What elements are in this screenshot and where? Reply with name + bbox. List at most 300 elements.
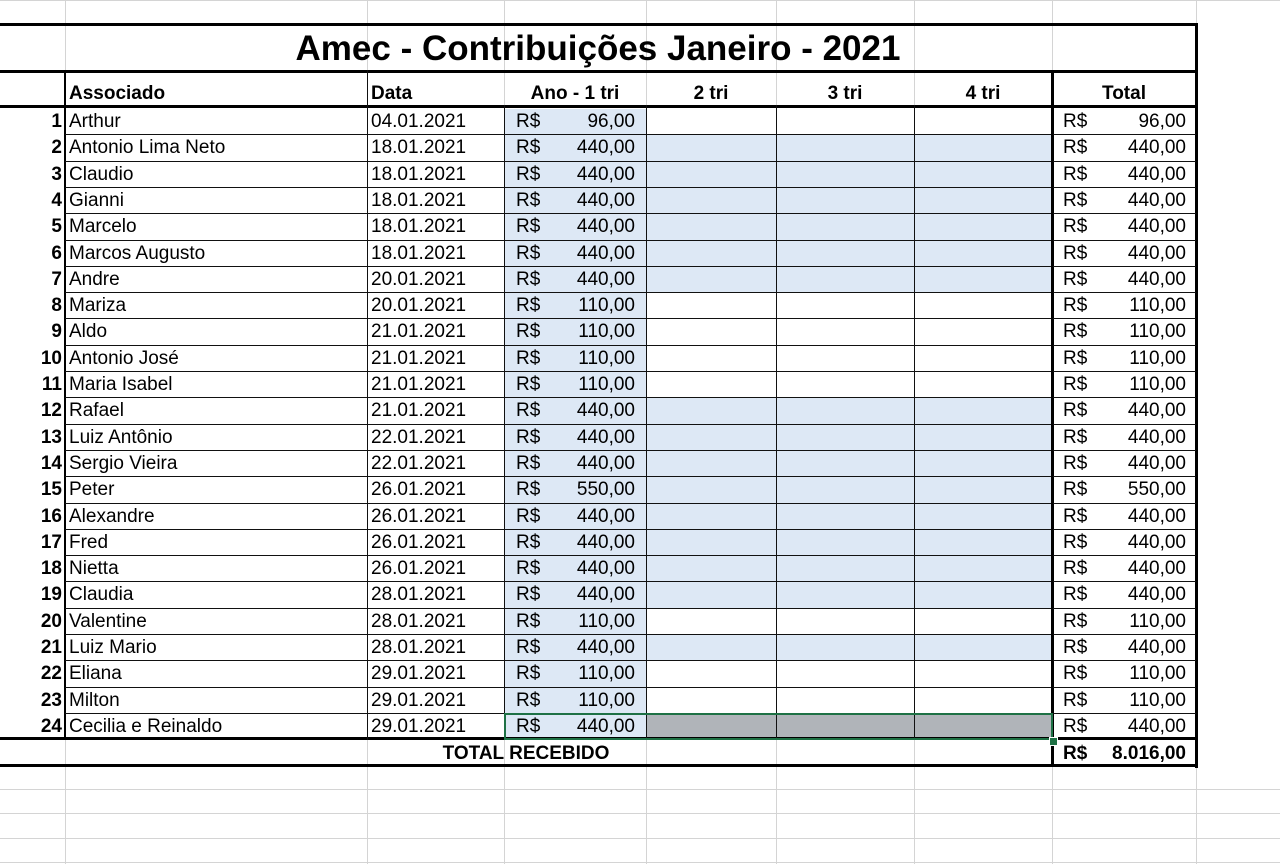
data-cell[interactable]: 21.01.2021 (371, 321, 467, 342)
tri2-cell[interactable] (648, 346, 775, 372)
row-number: 18 (40, 558, 62, 579)
cell-border (65, 292, 1051, 293)
associado-cell[interactable]: Maria Isabel (69, 374, 173, 395)
cell-border (65, 187, 1051, 188)
total-value[interactable]: 110,00 (1129, 348, 1186, 369)
tri3-cell[interactable] (778, 504, 913, 530)
cell-border (65, 371, 1051, 372)
total-currency: R$ (1063, 348, 1088, 369)
table-row (0, 135, 1200, 161)
cell-border (1053, 161, 1196, 162)
tri1-value[interactable]: 110,00 (578, 611, 635, 632)
header-data: Data (371, 83, 413, 104)
total-value[interactable]: 110,00 (1129, 295, 1186, 316)
tri2-cell[interactable] (648, 477, 775, 503)
tri1-value[interactable]: 440,00 (576, 637, 635, 658)
tri2-cell[interactable] (648, 688, 775, 714)
table-row (0, 372, 1200, 398)
tri1-value[interactable]: 440,00 (576, 532, 635, 553)
total-currency: R$ (1063, 637, 1088, 658)
tri4-cell[interactable] (916, 582, 1051, 608)
tri1-value[interactable]: 110,00 (578, 690, 635, 711)
total-value[interactable]: 440,00 (1127, 243, 1186, 264)
tri4-cell[interactable] (916, 241, 1051, 267)
tri4-cell[interactable] (916, 162, 1051, 188)
tri1-currency: R$ (516, 690, 541, 711)
cell-border (65, 476, 1051, 477)
total-currency: R$ (1063, 453, 1088, 474)
tri3-cell[interactable] (778, 135, 913, 161)
table-row (0, 293, 1200, 319)
tri1-currency: R$ (516, 611, 541, 632)
total-currency: R$ (1063, 137, 1088, 158)
tri2-cell[interactable] (648, 319, 775, 345)
cell-border (65, 581, 1051, 582)
tri4-cell[interactable] (916, 346, 1051, 372)
tri4-cell[interactable] (916, 425, 1051, 451)
tri4-cell[interactable] (916, 398, 1051, 424)
header-tri3: 3 tri (827, 83, 863, 104)
total-currency: R$ (1063, 584, 1088, 605)
total-value[interactable]: 440,00 (1127, 137, 1186, 158)
associado-cell[interactable]: Luiz Antônio (69, 427, 173, 448)
tri4-cell[interactable] (916, 661, 1051, 687)
tri3-cell[interactable] (778, 346, 913, 372)
cell-border (65, 529, 1051, 530)
data-cell[interactable]: 18.01.2021 (371, 243, 467, 264)
tri3-cell[interactable] (778, 109, 913, 135)
associado-cell[interactable]: Sergio Vieira (69, 453, 178, 474)
data-cell[interactable]: 18.01.2021 (371, 190, 467, 211)
cell-border (65, 161, 1051, 162)
tri2-cell[interactable] (648, 530, 775, 556)
cell-border (1053, 687, 1196, 688)
tri1-currency: R$ (516, 137, 541, 158)
total-currency: R$ (1063, 374, 1088, 395)
tri3-cell[interactable] (778, 267, 913, 293)
cell-border (64, 70, 66, 740)
tri2-cell[interactable] (648, 214, 775, 240)
row-number: 7 (51, 269, 62, 290)
cell-border (0, 764, 1198, 767)
tri1-value[interactable]: 440,00 (576, 269, 635, 290)
tri1-value[interactable]: 440,00 (576, 506, 635, 527)
table-row (0, 188, 1200, 214)
table-row (0, 556, 1200, 582)
row-number: 12 (40, 400, 62, 421)
tri1-value[interactable]: 440,00 (576, 190, 635, 211)
row-number: 23 (40, 690, 62, 711)
data-cell[interactable]: 26.01.2021 (371, 479, 467, 500)
associado-cell[interactable]: Gianni (69, 190, 124, 211)
tri1-value[interactable]: 110,00 (578, 348, 635, 369)
cell-border (65, 450, 1051, 451)
cell-border (1053, 424, 1196, 425)
tri4-cell[interactable] (916, 556, 1051, 582)
total-value[interactable]: 440,00 (1127, 164, 1186, 185)
tri2-cell[interactable] (648, 135, 775, 161)
data-cell[interactable]: 18.01.2021 (371, 164, 467, 185)
tri4-cell[interactable] (916, 609, 1051, 635)
data-cell[interactable]: 22.01.2021 (371, 427, 467, 448)
row-number: 17 (40, 532, 62, 553)
cell-border (0, 70, 1198, 73)
tri4-cell[interactable] (916, 135, 1051, 161)
tri4-cell[interactable] (916, 451, 1051, 477)
data-cell[interactable]: 04.01.2021 (371, 111, 467, 132)
tri3-cell[interactable] (778, 688, 913, 714)
fill-handle[interactable] (1049, 737, 1058, 746)
tri1-value[interactable]: 440,00 (576, 137, 635, 158)
tri2-cell[interactable] (648, 582, 775, 608)
cell-border (65, 660, 1051, 661)
tri1-currency: R$ (516, 111, 541, 132)
associado-cell[interactable]: Claudia (69, 584, 134, 605)
tri3-cell[interactable] (778, 398, 913, 424)
tri3-cell[interactable] (778, 241, 913, 267)
cell-border (1053, 608, 1196, 609)
total-currency: R$ (1063, 295, 1088, 316)
tri2-cell[interactable] (648, 609, 775, 635)
data-cell[interactable]: 29.01.2021 (371, 716, 467, 737)
total-currency: R$ (1063, 243, 1088, 264)
tri2-cell[interactable] (648, 556, 775, 582)
table-row (0, 425, 1200, 451)
table-row (0, 661, 1200, 687)
cell-border (1053, 503, 1196, 504)
total-currency: R$ (1063, 558, 1088, 579)
data-cell[interactable]: 20.01.2021 (371, 295, 467, 316)
table-row (0, 688, 1200, 714)
data-cell[interactable]: 21.01.2021 (371, 374, 467, 395)
total-value[interactable]: 440,00 (1127, 637, 1186, 658)
tri2-cell[interactable] (648, 241, 775, 267)
row-number: 9 (51, 321, 62, 342)
tri1-currency: R$ (516, 453, 541, 474)
row-number: 22 (40, 663, 62, 684)
tri2-cell[interactable] (648, 661, 775, 687)
tri3-cell[interactable] (778, 425, 913, 451)
cell-border (65, 240, 1051, 241)
table-row (0, 241, 1200, 267)
table-row (0, 530, 1200, 556)
tri1-value[interactable]: 110,00 (578, 321, 635, 342)
tri1-currency: R$ (516, 427, 541, 448)
tri1-value[interactable]: 110,00 (578, 295, 635, 316)
tri3-cell[interactable] (778, 556, 913, 582)
tri4-cell[interactable] (916, 214, 1051, 240)
total-currency: R$ (1063, 269, 1088, 290)
tri3-cell[interactable] (778, 319, 913, 345)
total-value[interactable]: 440,00 (1127, 216, 1186, 237)
tri4-cell[interactable] (916, 477, 1051, 503)
table-row (0, 609, 1200, 635)
tri3-cell[interactable] (778, 372, 913, 398)
tri1-currency: R$ (516, 243, 541, 264)
total-currency: R$ (1063, 532, 1088, 553)
header-associado: Associado (69, 83, 166, 104)
cell-border (914, 105, 915, 740)
tri3-cell[interactable] (778, 530, 913, 556)
associado-cell[interactable]: Andre (69, 269, 120, 290)
tri2-cell[interactable] (648, 425, 775, 451)
tri1-value[interactable]: 440,00 (576, 164, 635, 185)
associado-cell[interactable]: Peter (69, 479, 115, 500)
associado-cell[interactable]: Cecilia e Reinaldo (69, 716, 223, 737)
total-currency: R$ (1063, 716, 1088, 737)
tri1-currency: R$ (516, 190, 541, 211)
table-row (0, 635, 1200, 661)
total-value[interactable]: 110,00 (1129, 321, 1186, 342)
tri3-cell[interactable] (778, 293, 913, 319)
tri1-value[interactable]: 440,00 (576, 427, 635, 448)
data-cell[interactable]: 21.01.2021 (371, 348, 467, 369)
cell-border (65, 213, 1051, 214)
total-value[interactable]: 110,00 (1129, 611, 1186, 632)
data-cell[interactable]: 18.01.2021 (371, 216, 467, 237)
total-value[interactable]: 96,00 (1138, 111, 1186, 132)
cell-border (1053, 345, 1196, 346)
tri3-cell[interactable] (778, 477, 913, 503)
tri1-value[interactable]: 440,00 (576, 216, 635, 237)
cell-border (1053, 450, 1196, 451)
cell-border (1053, 266, 1196, 267)
total-currency: R$ (1063, 611, 1088, 632)
tri2-cell[interactable] (648, 188, 775, 214)
tri1-currency: R$ (516, 479, 541, 500)
table-row (0, 319, 1200, 345)
total-recebido-value[interactable]: 8.016,00 (1112, 743, 1186, 764)
total-currency: R$ (1063, 216, 1088, 237)
tri3-cell[interactable] (778, 451, 913, 477)
tri4-cell[interactable] (916, 372, 1051, 398)
associado-cell[interactable]: Luiz Mario (69, 637, 157, 658)
associado-cell[interactable]: Antonio Lima Neto (69, 137, 226, 158)
tri4-cell[interactable] (916, 293, 1051, 319)
row-number: 21 (40, 637, 62, 658)
tri2-cell[interactable] (648, 504, 775, 530)
tri1-value[interactable]: 440,00 (576, 400, 635, 421)
cell-border (0, 737, 1198, 740)
associado-cell[interactable]: Marcelo (69, 216, 137, 237)
cell-border (1053, 397, 1196, 398)
data-cell[interactable]: 22.01.2021 (371, 453, 467, 474)
tri4-cell[interactable] (916, 530, 1051, 556)
tri4-cell[interactable] (916, 635, 1051, 661)
total-currency: R$ (1063, 690, 1088, 711)
total-value[interactable]: 550,00 (1127, 479, 1186, 500)
tri1-currency: R$ (516, 637, 541, 658)
tri4-cell[interactable] (916, 267, 1051, 293)
total-value[interactable]: 440,00 (1127, 532, 1186, 553)
table-row (0, 398, 1200, 424)
total-value[interactable]: 440,00 (1127, 190, 1186, 211)
row-number: 20 (40, 611, 62, 632)
tri1-value[interactable]: 550,00 (576, 479, 635, 500)
sheet-title: Amec - Contribuições Janeiro - 2021 (295, 29, 901, 68)
associado-cell[interactable]: Arthur (69, 111, 121, 132)
associado-cell[interactable]: Fred (69, 532, 109, 553)
table-row (0, 162, 1200, 188)
tri3-cell[interactable] (778, 214, 913, 240)
total-currency: R$ (1063, 321, 1088, 342)
data-cell[interactable]: 28.01.2021 (371, 611, 467, 632)
tri3-cell[interactable] (778, 162, 913, 188)
total-value[interactable]: 110,00 (1129, 374, 1186, 395)
tri4-cell[interactable] (916, 109, 1051, 135)
data-cell[interactable]: 29.01.2021 (371, 690, 467, 711)
cell-border (65, 266, 1051, 267)
tri2-cell[interactable] (648, 293, 775, 319)
table-row (0, 582, 1200, 608)
tri3-cell[interactable] (778, 661, 913, 687)
cell-border (65, 397, 1051, 398)
tri3-cell[interactable] (778, 582, 913, 608)
tri2-cell[interactable] (648, 267, 775, 293)
cell-border (0, 105, 1198, 108)
row-number: 4 (51, 190, 62, 211)
row-number: 15 (40, 479, 62, 500)
header-tri4: 4 tri (965, 83, 1001, 104)
tri4-cell[interactable] (916, 688, 1051, 714)
associado-cell[interactable]: Antonio José (69, 348, 179, 369)
row-number: 11 (41, 374, 62, 395)
cell-border (367, 70, 368, 740)
total-currency: R$ (1063, 663, 1088, 684)
associado-cell[interactable]: Nietta (69, 558, 119, 579)
tri1-currency: R$ (516, 663, 541, 684)
tri1-currency: R$ (516, 506, 541, 527)
total-value[interactable]: 440,00 (1127, 584, 1186, 605)
cell-border (1053, 713, 1196, 714)
associado-cell[interactable]: Mariza (69, 295, 127, 316)
total-value[interactable]: 440,00 (1127, 716, 1186, 737)
cell-border (1053, 187, 1196, 188)
total-value[interactable]: 440,00 (1127, 506, 1186, 527)
data-cell[interactable]: 18.01.2021 (371, 137, 467, 158)
data-cell[interactable]: 26.01.2021 (371, 506, 467, 527)
tri1-currency: R$ (516, 374, 541, 395)
total-value[interactable]: 440,00 (1127, 558, 1186, 579)
row-number: 24 (40, 716, 62, 737)
tri1-currency: R$ (516, 558, 541, 579)
tri1-value[interactable]: 110,00 (578, 663, 635, 684)
associado-cell[interactable]: Eliana (69, 663, 122, 684)
cell-border (1053, 292, 1196, 293)
row-number: 13 (40, 427, 62, 448)
associado-cell[interactable]: Marcos Augusto (69, 243, 206, 264)
tri1-value[interactable]: 440,00 (576, 584, 635, 605)
tri3-cell[interactable] (778, 188, 913, 214)
cell-border (65, 713, 1051, 714)
tri1-value[interactable]: 440,00 (576, 716, 635, 737)
cell-border (1053, 371, 1196, 372)
tri2-cell[interactable] (648, 372, 775, 398)
data-cell[interactable]: 21.01.2021 (371, 400, 467, 421)
data-cell[interactable]: 29.01.2021 (371, 663, 467, 684)
tri3-cell[interactable] (778, 609, 913, 635)
row-number: 14 (40, 453, 62, 474)
cell-border (65, 555, 1051, 556)
cell-border (1053, 660, 1196, 661)
tri2-cell[interactable] (648, 162, 775, 188)
row-number: 10 (40, 348, 62, 369)
associado-cell[interactable]: Claudio (69, 164, 134, 185)
total-currency: R$ (1063, 427, 1088, 448)
data-cell[interactable]: 28.01.2021 (371, 637, 467, 658)
tri1-value[interactable]: 440,00 (576, 453, 635, 474)
total-value[interactable]: 110,00 (1129, 690, 1186, 711)
tri2-cell[interactable] (648, 451, 775, 477)
tri4-cell[interactable] (916, 319, 1051, 345)
total-value[interactable]: 440,00 (1127, 453, 1186, 474)
tri1-currency: R$ (516, 716, 541, 737)
row-number: 16 (40, 506, 62, 527)
row-number: 19 (40, 584, 62, 605)
tri2-cell[interactable] (648, 109, 775, 135)
cell-border (65, 345, 1051, 346)
cell-border (1053, 134, 1196, 135)
cell-border (1053, 240, 1196, 241)
cell-border (65, 424, 1051, 425)
tri2-cell[interactable] (648, 398, 775, 424)
cell-border (1053, 213, 1196, 214)
data-cell[interactable]: 26.01.2021 (371, 532, 467, 553)
associado-cell[interactable]: Alexandre (69, 506, 155, 527)
table-row (0, 346, 1200, 372)
tri1-currency: R$ (516, 295, 541, 316)
data-cell[interactable]: 28.01.2021 (371, 584, 467, 605)
table-row (0, 214, 1200, 240)
tri1-value[interactable]: 96,00 (587, 111, 635, 132)
table-row (0, 267, 1200, 293)
header-tri2: 2 tri (693, 83, 729, 104)
total-currency: R$ (1063, 400, 1088, 421)
tri1-currency: R$ (516, 532, 541, 553)
tri1-value[interactable]: 110,00 (578, 374, 635, 395)
data-cell[interactable]: 20.01.2021 (371, 269, 467, 290)
cell-border (65, 687, 1051, 688)
row-number: 2 (51, 137, 62, 158)
cell-border (0, 23, 1198, 26)
table-row (0, 477, 1200, 503)
tri1-value[interactable]: 440,00 (576, 243, 635, 264)
table-row (0, 504, 1200, 530)
table-row (0, 109, 1200, 135)
header-tri1: Ano - 1 tri (530, 83, 620, 104)
total-value[interactable]: 110,00 (1129, 663, 1186, 684)
tri3-cell[interactable] (778, 635, 913, 661)
cell-border (776, 105, 777, 740)
associado-cell[interactable]: Milton (69, 690, 120, 711)
tri1-value[interactable]: 440,00 (576, 558, 635, 579)
tri2-cell[interactable] (648, 635, 775, 661)
table-row (0, 451, 1200, 477)
cell-border (1053, 318, 1196, 319)
data-cell[interactable]: 26.01.2021 (371, 558, 467, 579)
cell-border (65, 134, 1051, 135)
total-value[interactable]: 440,00 (1127, 400, 1186, 421)
associado-cell[interactable]: Valentine (69, 611, 147, 632)
tri4-cell[interactable] (916, 188, 1051, 214)
cell-border (65, 634, 1051, 635)
total-value[interactable]: 440,00 (1127, 269, 1186, 290)
row-number: 8 (51, 295, 62, 316)
associado-cell[interactable]: Aldo (69, 321, 108, 342)
associado-cell[interactable]: Rafael (69, 400, 124, 421)
tri4-cell[interactable] (916, 504, 1051, 530)
total-value[interactable]: 440,00 (1127, 427, 1186, 448)
